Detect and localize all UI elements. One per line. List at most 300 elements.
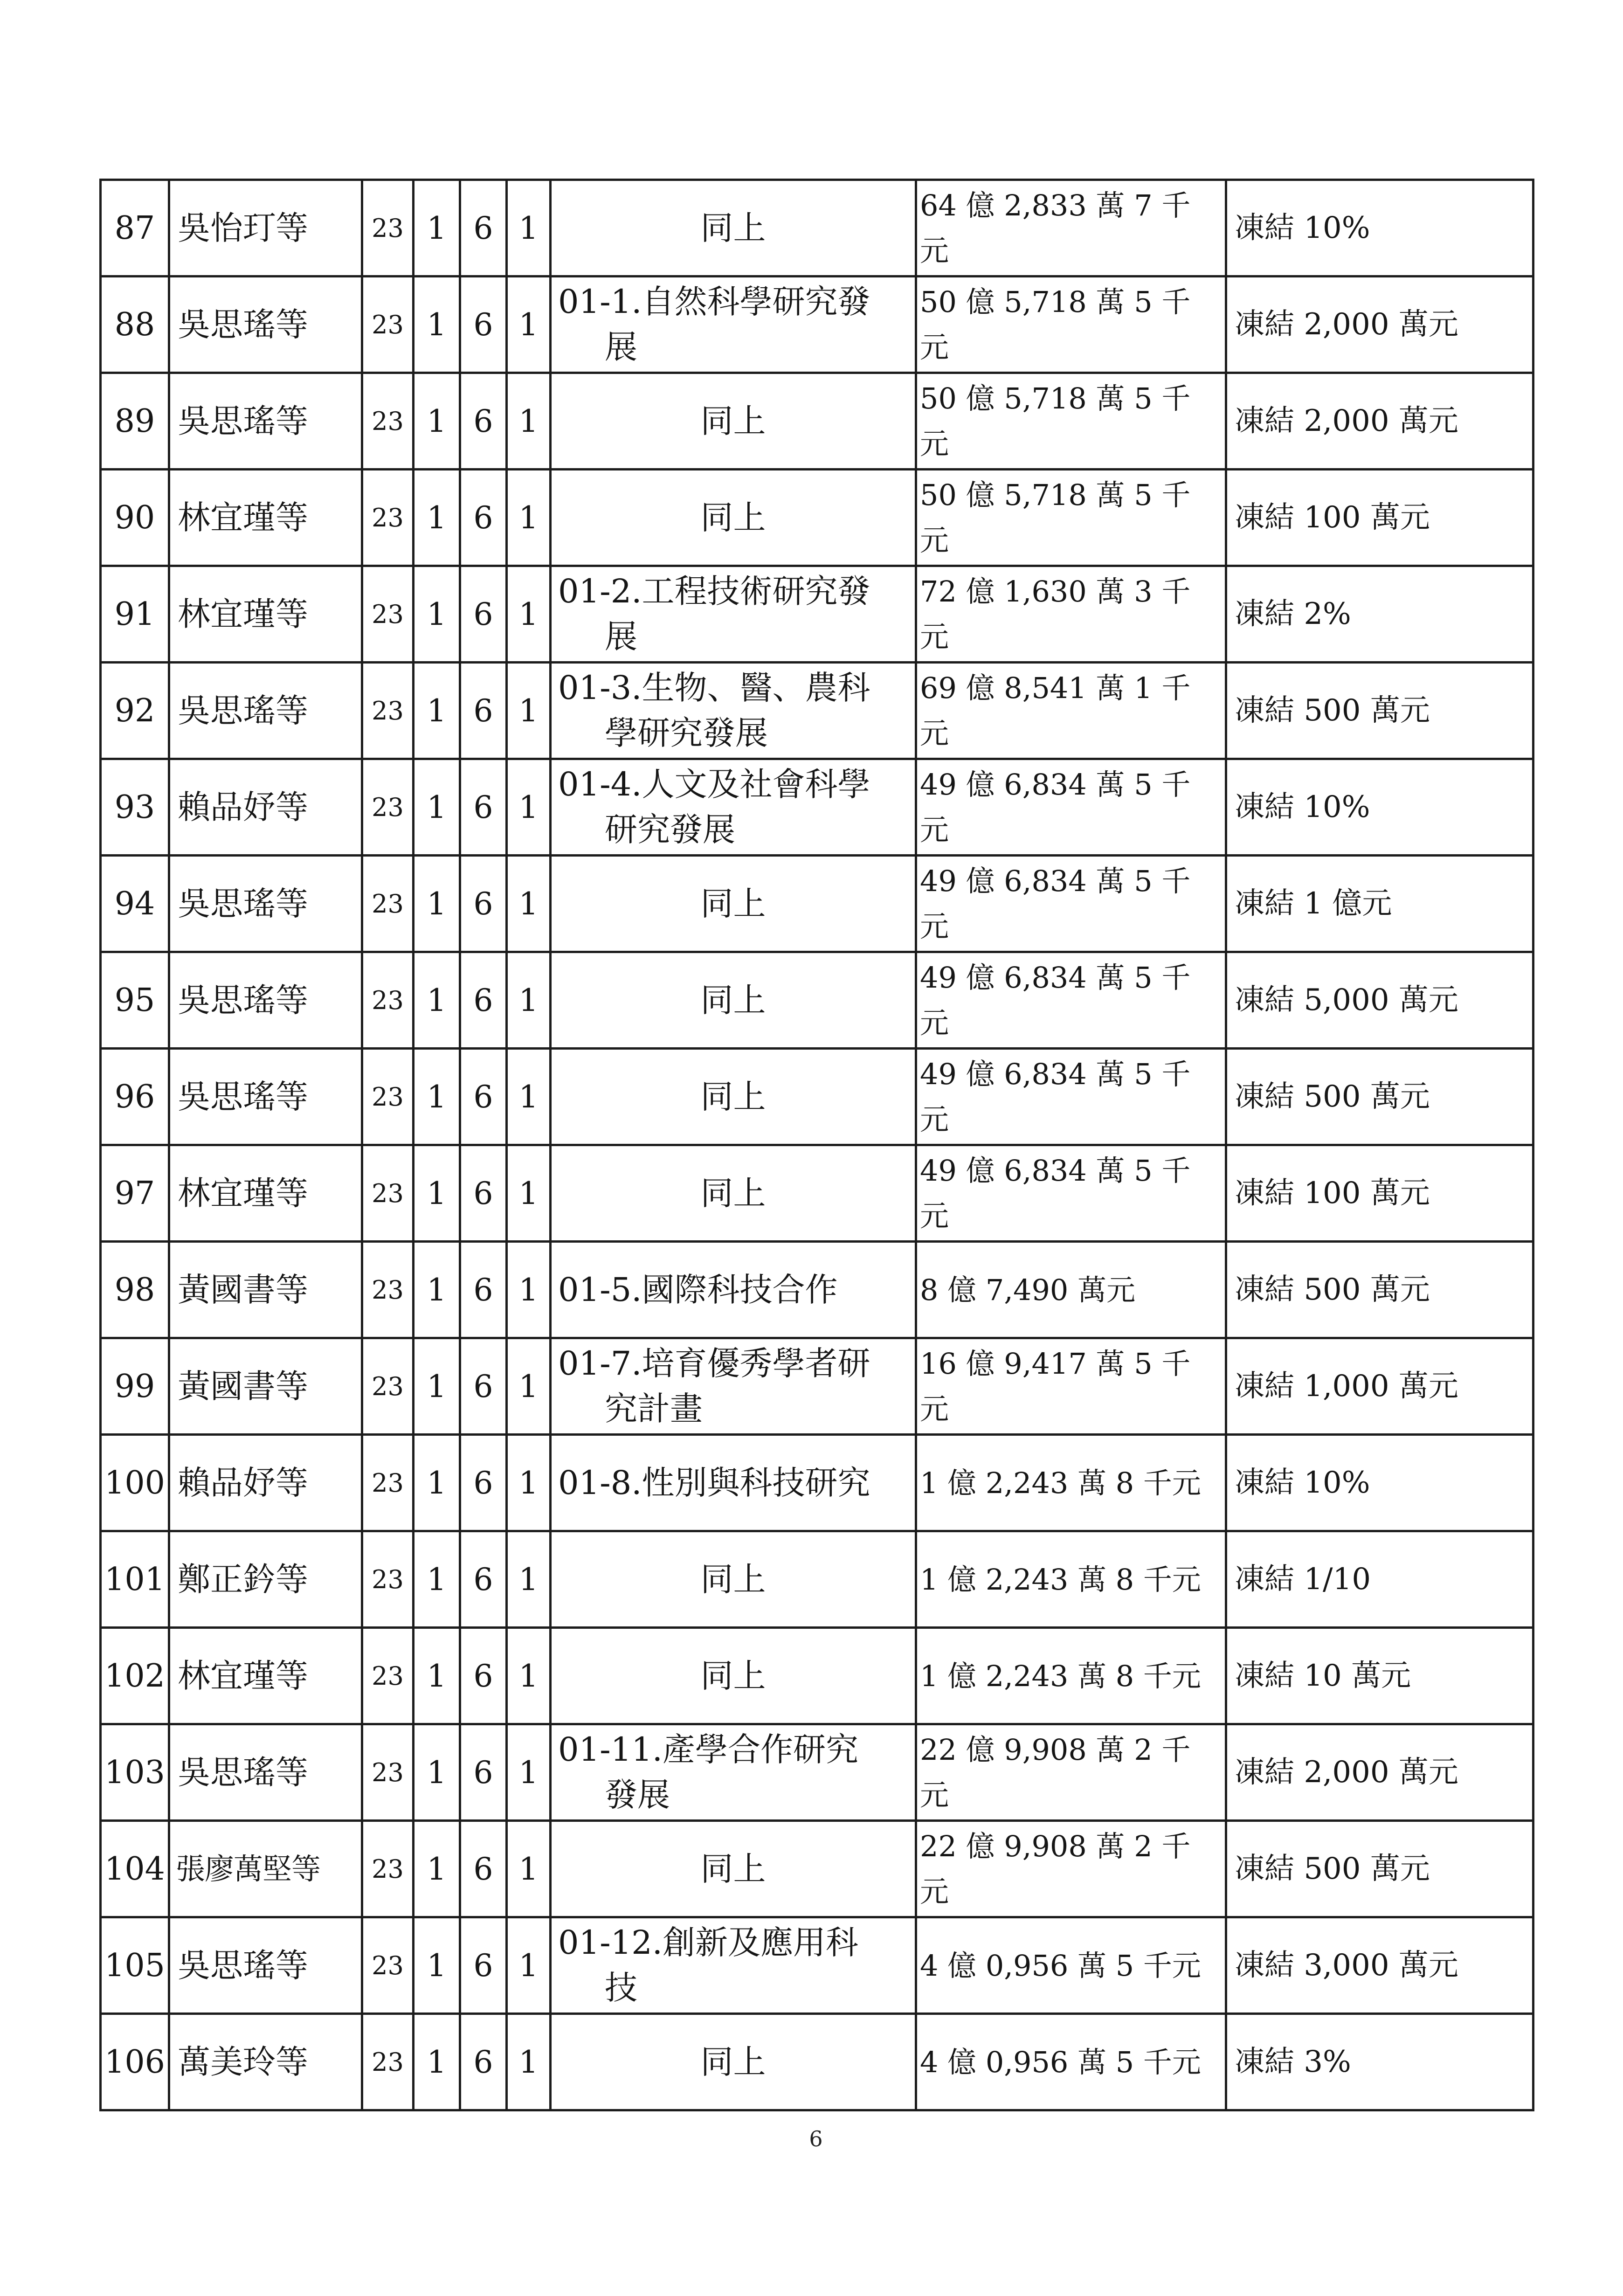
proposer-name-cell: [169, 277, 362, 373]
proposer-name: 林宜瑾等: [178, 1174, 308, 1212]
budget-item: 01-12.創新及應用科 技: [558, 1923, 859, 2007]
budget-code-c-cell: [460, 1049, 507, 1145]
budget-code-c-cell: [460, 373, 507, 470]
budget-code-b: 1: [427, 1754, 447, 1791]
budget-code-c: 6: [473, 403, 493, 439]
budget-code-a-cell: [362, 470, 414, 566]
budget-amount: 49 億 6,834 萬 5 千 元: [920, 768, 1191, 847]
proposer-name: 鄭正鈐等: [178, 1560, 308, 1598]
budget-code-c: 6: [473, 982, 493, 1018]
budget-item-cell: [551, 1821, 916, 1917]
table-row: [101, 1724, 1533, 1821]
budget-code-b: 1: [427, 789, 447, 825]
budget-code-a-cell: [362, 1821, 414, 1917]
budget-item: 同上: [700, 498, 766, 537]
table-row: [101, 952, 1533, 1049]
budget-code-c-cell: [460, 1531, 507, 1628]
row-number-cell: [101, 1338, 169, 1435]
budget-code-b-cell: [414, 470, 460, 566]
budget-item-cell: [551, 663, 916, 759]
budget-item: 同上: [700, 401, 766, 440]
budget-item: 同上: [700, 981, 766, 1019]
freeze-action: 凍結 3%: [1235, 2044, 1351, 2079]
budget-item: 同上: [700, 208, 766, 247]
table-body: [101, 180, 1533, 2110]
budget-amount-cell: [916, 1821, 1226, 1917]
row-number: 98: [114, 1271, 155, 1308]
budget-code-c-cell: [460, 470, 507, 566]
budget-amount: 64 億 2,833 萬 7 千 元: [920, 188, 1191, 268]
budget-code-d-cell: [507, 180, 551, 277]
budget-code-c: 6: [473, 1561, 493, 1598]
budget-amount-cell: [916, 952, 1226, 1049]
budget-amount-cell: [916, 1049, 1226, 1145]
budget-amount: 50 億 5,718 萬 5 千 元: [920, 285, 1191, 364]
budget-code-c: 6: [473, 499, 493, 536]
budget-code-a: 23: [372, 503, 404, 533]
budget-amount: 49 億 6,834 萬 5 千 元: [920, 961, 1191, 1040]
budget-amount-cell: [916, 759, 1226, 856]
freeze-action: 凍結 100 萬元: [1235, 500, 1430, 535]
budget-code-b-cell: [414, 1145, 460, 1242]
row-number-cell: [101, 180, 169, 277]
budget-code-c: 6: [473, 885, 493, 922]
budget-code-a-cell: [362, 952, 414, 1049]
budget-item-cell: [551, 856, 916, 952]
proposer-name: 吳怡玎等: [178, 208, 308, 247]
freeze-action: 凍結 500 萬元: [1235, 1079, 1430, 1114]
budget-code-a: 23: [372, 1275, 404, 1305]
budget-item-cell: [551, 1531, 916, 1628]
budget-code-d: 1: [518, 692, 539, 729]
row-number: 94: [114, 885, 155, 922]
row-number: 89: [114, 402, 155, 440]
budget-code-a: 23: [372, 599, 404, 629]
budget-code-d-cell: [507, 1049, 551, 1145]
budget-code-a: 23: [372, 406, 404, 436]
table-row: [101, 1628, 1533, 1724]
budget-amount-cell: [916, 1145, 1226, 1242]
freeze-action-cell: [1226, 663, 1533, 759]
budget-code-c-cell: [460, 1821, 507, 1917]
budget-code-b: 1: [427, 403, 447, 439]
budget-code-a: 23: [372, 1950, 404, 1980]
budget-code-d: 1: [518, 1947, 539, 1984]
freeze-action-cell: [1226, 1724, 1533, 1821]
proposer-name-cell: [169, 1628, 362, 1724]
budget-code-a: 23: [372, 1082, 404, 1112]
budget-amount-cell: [916, 470, 1226, 566]
table-row: [101, 1338, 1533, 1435]
budget-code-a: 23: [372, 2047, 404, 2077]
budget-amount: 49 億 6,834 萬 5 千 元: [920, 1154, 1191, 1233]
budget-code-c: 6: [473, 596, 493, 632]
budget-amount-cell: [916, 2014, 1226, 2110]
budget-amount: 49 億 6,834 萬 5 千 元: [920, 1057, 1191, 1136]
budget-code-d: 1: [518, 1079, 539, 1115]
budget-code-a-cell: [362, 1145, 414, 1242]
freeze-action: 凍結 10%: [1235, 210, 1370, 245]
proposer-name-cell: [169, 663, 362, 759]
proposer-name-cell: [169, 952, 362, 1049]
budget-code-b: 1: [427, 306, 447, 343]
budget-code-d-cell: [507, 2014, 551, 2110]
row-number-cell: [101, 856, 169, 952]
budget-code-d: 1: [518, 2044, 539, 2080]
proposer-name-cell: [169, 856, 362, 952]
table-row: [101, 1049, 1533, 1145]
row-number-cell: [101, 1435, 169, 1531]
budget-item-cell: [551, 277, 916, 373]
budget-code-c: 6: [473, 2044, 493, 2080]
proposer-name-cell: [169, 1242, 362, 1338]
table-row: [101, 566, 1533, 663]
budget-code-a-cell: [362, 1917, 414, 2014]
proposer-name-cell: [169, 1145, 362, 1242]
budget-code-b-cell: [414, 373, 460, 470]
proposer-name-cell: [169, 470, 362, 566]
budget-code-b: 1: [427, 2044, 447, 2080]
budget-code-a-cell: [362, 1724, 414, 1821]
freeze-action: 凍結 10%: [1235, 789, 1370, 824]
freeze-action-cell: [1226, 1917, 1533, 2014]
budget-code-c-cell: [460, 1435, 507, 1531]
freeze-action-cell: [1226, 2014, 1533, 2110]
budget-code-b: 1: [427, 499, 447, 536]
budget-code-c-cell: [460, 180, 507, 277]
freeze-action-cell: [1226, 470, 1533, 566]
freeze-action: 凍結 10 萬元: [1235, 1658, 1411, 1693]
budget-code-b-cell: [414, 1435, 460, 1531]
budget-code-b-cell: [414, 856, 460, 952]
freeze-action: 凍結 100 萬元: [1235, 1176, 1430, 1210]
budget-code-c: 6: [473, 1465, 493, 1501]
budget-code-c: 6: [473, 1079, 493, 1115]
budget-item: 01-2.工程技術研究發 展: [558, 572, 870, 656]
table-row: [101, 1531, 1533, 1628]
row-number: 106: [104, 2043, 165, 2081]
row-number: 97: [114, 1175, 155, 1212]
budget-code-c: 6: [473, 692, 493, 729]
row-number-cell: [101, 277, 169, 373]
budget-code-d: 1: [518, 885, 539, 922]
proposer-name: 賴品妤等: [178, 1463, 308, 1502]
freeze-action-cell: [1226, 566, 1533, 663]
budget-code-b-cell: [414, 663, 460, 759]
budget-amount: 49 億 6,834 萬 5 千 元: [920, 864, 1191, 943]
budget-code-d-cell: [507, 1724, 551, 1821]
budget-code-a-cell: [362, 1531, 414, 1628]
freeze-action-cell: [1226, 1242, 1533, 1338]
budget-item: 同上: [700, 1849, 766, 1888]
proposer-name: 林宜瑾等: [178, 1656, 308, 1695]
budget-item-cell: [551, 1145, 916, 1242]
row-number: 105: [104, 1947, 165, 1984]
budget-code-c-cell: [460, 856, 507, 952]
proposer-name: 吳思瑤等: [178, 1077, 308, 1116]
proposer-name-cell: [169, 566, 362, 663]
budget-amount-cell: [916, 856, 1226, 952]
row-number: 104: [104, 1850, 165, 1888]
budget-code-c-cell: [460, 1145, 507, 1242]
budget-amount: 4 億 0,956 萬 5 千元: [920, 1948, 1201, 1983]
budget-item: 01-8.性別與科技研究: [558, 1463, 870, 1502]
proposer-name: 林宜瑾等: [178, 498, 308, 537]
row-number: 99: [114, 1368, 155, 1405]
freeze-action: 凍結 5,000 萬元: [1235, 982, 1458, 1017]
freeze-action: 凍結 2,000 萬元: [1235, 1755, 1458, 1790]
budget-freeze-table: [99, 179, 1534, 2111]
row-number: 101: [104, 1561, 165, 1598]
row-number: 103: [104, 1754, 165, 1791]
budget-code-c-cell: [460, 663, 507, 759]
proposer-name-cell: [169, 759, 362, 856]
budget-item: 同上: [700, 1077, 766, 1116]
row-number-cell: [101, 373, 169, 470]
budget-code-a: 23: [372, 1661, 404, 1691]
row-number: 92: [114, 692, 155, 729]
budget-amount-cell: [916, 1242, 1226, 1338]
budget-code-a-cell: [362, 1049, 414, 1145]
freeze-action: 凍結 1,000 萬元: [1235, 1369, 1458, 1404]
budget-code-d: 1: [518, 1175, 539, 1211]
budget-code-b: 1: [427, 1658, 447, 1694]
budget-item-cell: [551, 1917, 916, 2014]
proposer-name-cell: [169, 1821, 362, 1917]
row-number: 90: [114, 499, 155, 536]
budget-code-b: 1: [427, 1851, 447, 1887]
budget-code-b: 1: [427, 982, 447, 1018]
proposer-name-cell: [169, 180, 362, 277]
row-number-cell: [101, 1531, 169, 1628]
budget-code-a-cell: [362, 180, 414, 277]
budget-code-d-cell: [507, 470, 551, 566]
budget-item-cell: [551, 1338, 916, 1435]
proposer-name-cell: [169, 2014, 362, 2110]
budget-code-b-cell: [414, 1242, 460, 1338]
budget-amount: 22 億 9,908 萬 2 千 元: [920, 1829, 1191, 1909]
budget-code-a-cell: [362, 373, 414, 470]
budget-code-b-cell: [414, 277, 460, 373]
budget-code-d: 1: [518, 596, 539, 632]
budget-code-c-cell: [460, 952, 507, 1049]
proposer-name-cell: [169, 1531, 362, 1628]
budget-code-b-cell: [414, 1917, 460, 2014]
freeze-action-cell: [1226, 1531, 1533, 1628]
row-number-cell: [101, 470, 169, 566]
proposer-name-cell: [169, 1338, 362, 1435]
budget-code-d: 1: [518, 499, 539, 536]
budget-code-a-cell: [362, 663, 414, 759]
proposer-name: 萬美玲等: [178, 2042, 308, 2081]
table-row: [101, 470, 1533, 566]
budget-amount: 1 億 2,243 萬 8 千元: [920, 1466, 1201, 1500]
row-number: 93: [114, 788, 155, 826]
budget-code-a: 23: [372, 1178, 404, 1208]
budget-code-c-cell: [460, 1242, 507, 1338]
table-row: [101, 1145, 1533, 1242]
budget-amount: 22 億 9,908 萬 2 千 元: [920, 1733, 1191, 1812]
budget-code-a: 23: [372, 1371, 404, 1401]
budget-amount-cell: [916, 180, 1226, 277]
row-number: 88: [114, 306, 155, 343]
row-number-cell: [101, 1821, 169, 1917]
proposer-name: 吳思瑤等: [178, 1753, 308, 1791]
budget-code-b-cell: [414, 952, 460, 1049]
freeze-action-cell: [1226, 952, 1533, 1049]
row-number: 96: [114, 1078, 155, 1115]
budget-code-b: 1: [427, 596, 447, 632]
proposer-name: 張廖萬堅等: [176, 1852, 320, 1886]
budget-code-d: 1: [518, 1851, 539, 1887]
budget-code-d: 1: [518, 403, 539, 439]
budget-amount-cell: [916, 1338, 1226, 1435]
budget-code-c: 6: [473, 1658, 493, 1694]
budget-code-a: 23: [372, 310, 404, 339]
freeze-action: 凍結 2,000 萬元: [1235, 403, 1458, 438]
proposer-name: 吳思瑤等: [178, 691, 308, 730]
freeze-action-cell: [1226, 856, 1533, 952]
budget-code-d: 1: [518, 1368, 539, 1404]
budget-code-d-cell: [507, 856, 551, 952]
row-number-cell: [101, 663, 169, 759]
budget-code-d-cell: [507, 277, 551, 373]
budget-code-b-cell: [414, 1338, 460, 1435]
budget-code-b-cell: [414, 180, 460, 277]
budget-code-c-cell: [460, 1724, 507, 1821]
budget-item: 01-3.生物、醫、農科 學研究發展: [558, 669, 870, 752]
budget-code-d-cell: [507, 759, 551, 856]
budget-code-b: 1: [427, 692, 447, 729]
budget-item-cell: [551, 1724, 916, 1821]
table-row: [101, 277, 1533, 373]
row-number: 95: [114, 982, 155, 1019]
budget-amount: 8 億 7,490 萬元: [920, 1272, 1136, 1307]
proposer-name-cell: [169, 1435, 362, 1531]
budget-amount-cell: [916, 663, 1226, 759]
budget-item-cell: [551, 952, 916, 1049]
budget-code-b: 1: [427, 1368, 447, 1404]
row-number-cell: [101, 1917, 169, 2014]
budget-amount-cell: [916, 1724, 1226, 1821]
proposer-name: 吳思瑤等: [178, 401, 308, 440]
budget-code-d-cell: [507, 1435, 551, 1531]
budget-item-cell: [551, 2014, 916, 2110]
freeze-action-cell: [1226, 1628, 1533, 1724]
budget-amount: 1 億 2,243 萬 8 千元: [920, 1659, 1201, 1693]
table-row: [101, 663, 1533, 759]
freeze-action: 凍結 1/10: [1235, 1562, 1371, 1597]
row-number-cell: [101, 952, 169, 1049]
budget-item-cell: [551, 566, 916, 663]
budget-code-c: 6: [473, 1368, 493, 1404]
budget-item-cell: [551, 470, 916, 566]
budget-code-a: 23: [372, 889, 404, 919]
budget-code-b-cell: [414, 1724, 460, 1821]
budget-code-a: 23: [372, 985, 404, 1015]
budget-item: 01-5.國際科技合作: [558, 1270, 838, 1309]
budget-item-cell: [551, 1435, 916, 1531]
freeze-action-cell: [1226, 1145, 1533, 1242]
budget-item: 01-11.產學合作研究 發展: [558, 1730, 859, 1814]
budget-code-b-cell: [414, 2014, 460, 2110]
budget-code-b-cell: [414, 566, 460, 663]
proposer-name: 吳思瑤等: [178, 1946, 308, 1985]
budget-code-a-cell: [362, 277, 414, 373]
budget-item: 同上: [700, 1656, 766, 1695]
budget-code-a-cell: [362, 1338, 414, 1435]
proposer-name: 黃國書等: [178, 1270, 308, 1309]
budget-code-d: 1: [518, 789, 539, 825]
budget-code-b: 1: [427, 885, 447, 922]
table-row: [101, 856, 1533, 952]
freeze-action: 凍結 10%: [1235, 1465, 1370, 1500]
budget-code-d: 1: [518, 306, 539, 343]
row-number-cell: [101, 1242, 169, 1338]
table-row: [101, 759, 1533, 856]
budget-item: 同上: [700, 2042, 766, 2081]
page-number: 6: [809, 2126, 823, 2151]
budget-item: 同上: [700, 1560, 766, 1598]
freeze-action: 凍結 1 億元: [1235, 886, 1392, 921]
budget-code-d: 1: [518, 1465, 539, 1501]
budget-item-cell: [551, 180, 916, 277]
proposer-name-cell: [169, 1724, 362, 1821]
budget-code-d-cell: [507, 1145, 551, 1242]
freeze-action: 凍結 500 萬元: [1235, 1272, 1430, 1307]
budget-amount-cell: [916, 566, 1226, 663]
table-row: [101, 1821, 1533, 1917]
row-number: 102: [104, 1657, 165, 1694]
budget-code-b-cell: [414, 1049, 460, 1145]
budget-item: 同上: [700, 884, 766, 923]
freeze-action-cell: [1226, 277, 1533, 373]
budget-item: 01-4.人文及社會科學 研究發展: [558, 765, 870, 849]
budget-code-c: 6: [473, 1175, 493, 1211]
budget-code-a-cell: [362, 566, 414, 663]
budget-amount: 16 億 9,417 萬 5 千 元: [920, 1347, 1191, 1426]
row-number-cell: [101, 1145, 169, 1242]
budget-code-c: 6: [473, 306, 493, 343]
freeze-action: 凍結 3,000 萬元: [1235, 1948, 1458, 1983]
budget-code-c: 6: [473, 1947, 493, 1984]
budget-code-b: 1: [427, 1561, 447, 1598]
budget-code-c: 6: [473, 1272, 493, 1308]
freeze-action: 凍結 2%: [1235, 596, 1351, 631]
budget-amount: 50 億 5,718 萬 5 千 元: [920, 381, 1191, 461]
budget-code-d: 1: [518, 1272, 539, 1308]
proposer-name: 林宜瑾等: [178, 595, 308, 633]
proposer-name: 吳思瑤等: [178, 305, 308, 344]
budget-code-a: 23: [372, 1468, 404, 1498]
freeze-action: 凍結 2,000 萬元: [1235, 307, 1458, 342]
proposer-name-cell: [169, 373, 362, 470]
row-number-cell: [101, 759, 169, 856]
freeze-action-cell: [1226, 373, 1533, 470]
budget-item: 01-7.培育優秀學者研 究計畫: [558, 1344, 870, 1428]
table-row: [101, 2014, 1533, 2110]
budget-code-d: 1: [518, 1658, 539, 1694]
proposer-name: 黃國書等: [178, 1367, 308, 1405]
freeze-action-cell: [1226, 1049, 1533, 1145]
budget-code-c: 6: [473, 789, 493, 825]
budget-code-d-cell: [507, 373, 551, 470]
budget-code-c-cell: [460, 759, 507, 856]
budget-item-cell: [551, 1628, 916, 1724]
budget-code-c-cell: [460, 1917, 507, 2014]
budget-amount: 4 億 0,956 萬 5 千元: [920, 2045, 1201, 2079]
budget-code-a: 23: [372, 1564, 404, 1594]
